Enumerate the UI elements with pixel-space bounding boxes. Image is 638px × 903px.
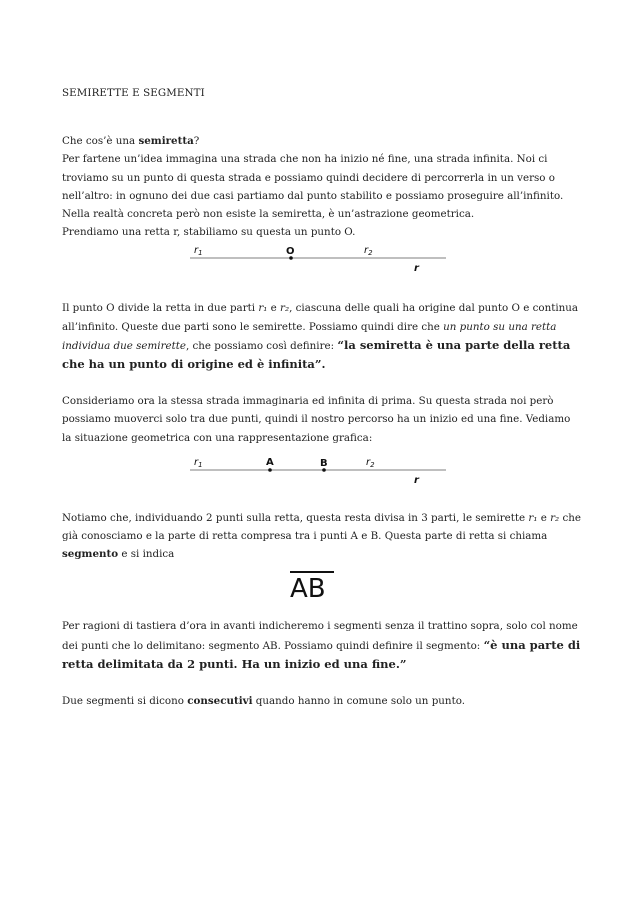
line-diagram-2 xyxy=(190,453,450,497)
segment-notation xyxy=(62,563,582,617)
text: e xyxy=(537,511,551,524)
text: e xyxy=(267,302,281,315)
text: , che possiamo così definire: xyxy=(185,339,338,352)
overline-bar xyxy=(290,571,334,573)
point-a xyxy=(268,468,272,472)
paragraph-strada: Consideriamo ora la stessa strada immaginaria ed infinita di prima. Su questa strada noi però possiamo muoverci solo tra due punti, quindi il nostro percorso ha un inizio ed una fine. Vediamo la situazione geometrica con una rappresentazione grafica: xyxy=(62,395,571,444)
italic-phrase: un punto su una retta individua due semirette xyxy=(62,320,557,352)
figure-semirette xyxy=(62,241,582,299)
paragraph-consecutivi xyxy=(62,692,582,710)
term-segmento: segmento xyxy=(62,548,119,561)
text: Il punto O divide la retta in due parti xyxy=(62,302,259,315)
paragraph-segmento-definition xyxy=(62,617,582,674)
paragraph-segmento xyxy=(62,509,582,564)
text: Due segmenti si dicono xyxy=(62,695,188,708)
text: quando hanno in comune solo un punto. xyxy=(252,695,465,708)
paragraph-intro-line2: Nella realtà concreta però non esiste la semiretta, è un’astrazione geometrica. xyxy=(62,208,475,221)
definition-semiretta: “la semiretta è una parte della retta che ha un punto di origine ed è infinita”. xyxy=(62,337,571,372)
text: Per ragioni di tastiera d’ora in avanti indicheremo i segmenti senza il trattino sopra, solo col nome dei punti che lo delimitano: segmento AB. Possiamo quindi definire il segmento: xyxy=(62,620,578,652)
label-r2: $r_2$ xyxy=(364,245,373,258)
text: e si indica xyxy=(118,548,175,561)
page-title: SEMIRETTE E SEGMENTI xyxy=(62,87,205,99)
text: che già conosciamo e la parte di retta compresa tra i punti A e B. Questa parte di retta si chiama xyxy=(62,511,581,543)
spacer xyxy=(62,674,582,692)
label-r: r xyxy=(414,474,419,486)
figure-segmento xyxy=(62,447,582,509)
paragraph-intro-question xyxy=(62,132,582,150)
label-b: B xyxy=(320,457,328,469)
symbol-r1: r₁ xyxy=(258,302,268,315)
symbol-r2: r₂ xyxy=(550,511,560,524)
label-r1: $r_1$ xyxy=(194,456,203,469)
paragraph-intro-body: Per fartene un’idea immagina una strada che non ha inizio né fine, una strada infinita. Noi ci troviamo su un punto di questa strada e possiamo quindi decidere di percorrerla in un verso o nell’altro: in ognuno dei due casi partiamo dal punto stabilito e possiamo proseguire all’infinito. xyxy=(62,153,564,202)
definition-segmento: “è una parte di retta delimitata da 2 punti. Ha un inizio ed una fine.” xyxy=(62,637,581,671)
term-consecutivi: consecutivi xyxy=(187,695,253,708)
text: Che cos’è una xyxy=(62,135,139,148)
label-r1: $r_1$ xyxy=(194,245,203,258)
paragraph-semirette-definition xyxy=(62,299,582,374)
text: ? xyxy=(193,135,200,148)
symbol-r1: r₁ xyxy=(528,511,538,524)
text: Notiamo che, individuando 2 punti sulla retta, questa resta divisa in 3 parti, le semirette xyxy=(62,511,529,524)
label-r2: $r_2$ xyxy=(366,456,375,469)
line-diagram-1 xyxy=(190,241,450,281)
label-o: O xyxy=(286,246,295,258)
symbol-r2: r₂ xyxy=(280,302,290,315)
term-semiretta: semiretta xyxy=(138,135,194,148)
paragraph-intro-line3: Prendiamo una retta r, stabiliamo su questa un punto O. xyxy=(62,226,356,239)
segment-ab-symbol: AB xyxy=(290,574,326,605)
document-page xyxy=(62,84,582,710)
label-a: A xyxy=(266,456,274,468)
text: , ciascuna delle quali ha origine dal punto O e continua all’infinito. Queste due parti sono le semirette. Possiamo quindi dire che xyxy=(62,302,579,333)
spacer xyxy=(62,374,582,392)
label-r: r xyxy=(414,263,419,275)
